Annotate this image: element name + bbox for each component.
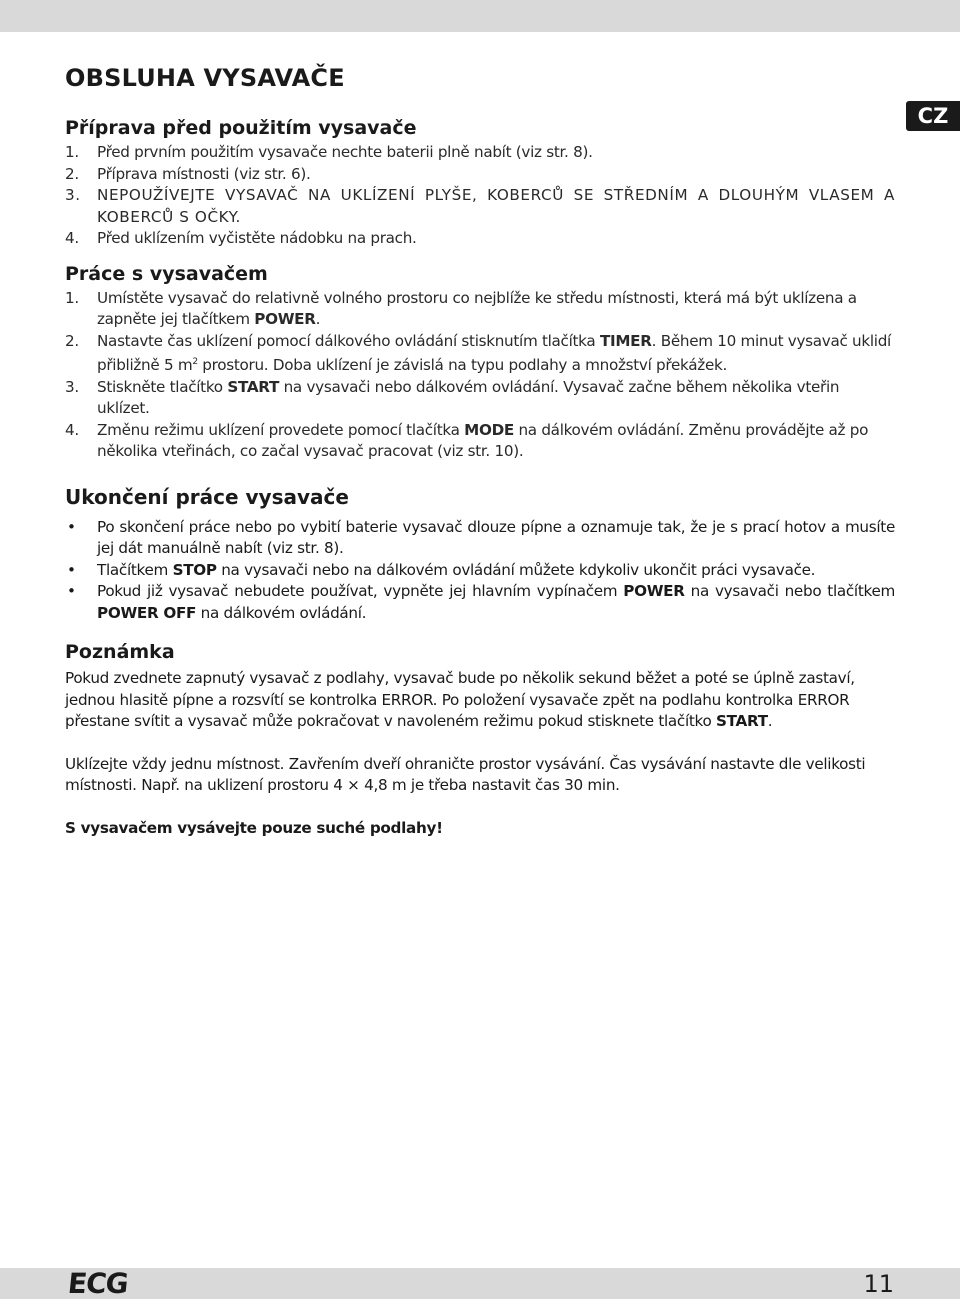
language-tab: CZ <box>906 101 960 131</box>
list-item <box>65 185 895 228</box>
button-name-power-off: POWER OFF <box>97 603 197 622</box>
list-item <box>65 142 895 164</box>
bullet-icon: • <box>67 517 76 536</box>
button-name-start: START <box>716 712 768 731</box>
item-text: Stiskněte tlačítko <box>97 377 228 396</box>
section-heading-finish: Ukončení práce vysavače <box>65 484 349 509</box>
button-name-mode: MODE <box>464 420 514 439</box>
button-name-power: POWER <box>623 582 685 601</box>
preparation-list <box>65 142 895 250</box>
button-name-stop: STOP <box>172 560 217 579</box>
item-text: Tlačítkem <box>97 560 173 579</box>
paragraph-text: Pokud zvednete zapnutý vysavač z podlahy, vysavač bude po několik sekund běžet a poté se úplně zastaví, jednou hlasitě pípne a rozsvítí se kontrolka ERROR. Po položení vysavače zpět na podlahu kontrolka ERROR přestane svítit a vysavač může pokračovat v navoleném režimu pokud stisknete tlačítko <box>65 669 855 731</box>
list-item <box>65 377 895 420</box>
bottom-bar <box>0 1268 960 1299</box>
item-number: 2. <box>65 164 79 183</box>
paragraph-text: . <box>767 712 773 731</box>
item-text: Nastavte čas uklízení pomocí dálkového ovládání stisknutím tlačítka <box>97 331 600 350</box>
page-content <box>65 60 895 839</box>
section-heading-preparation: Příprava před použitím vysavače <box>65 117 417 139</box>
page-number: 11 <box>863 1270 894 1298</box>
item-text: prostoru. Doba uklízení je závislá na typu podlahy a množství překážek. <box>197 356 728 375</box>
button-name-timer: TIMER <box>599 331 652 350</box>
working-list <box>65 288 895 463</box>
item-text: NEPOUŽÍVEJTE VYSAVAČ NA UKLÍZENÍ PLYŠE, KOBERCŮ SE STŘEDNÍM A DLOUHÝM VLASEM A KOBERCŮ S OČKY. <box>97 186 895 226</box>
item-text: Umístěte vysavač do relativně volného prostoru co nejblíže ke středu místnosti, která má být uklízena a zapněte jej tlačítkem <box>97 288 857 328</box>
item-number: 1. <box>65 143 79 161</box>
list-item <box>65 581 895 624</box>
item-text: . Během 10 minut vysavač uklidí přibližně 5 m <box>97 331 891 375</box>
top-bar <box>0 0 960 32</box>
list-item <box>65 228 895 250</box>
bullet-icon: • <box>67 560 76 579</box>
item-text: na vysavači nebo dálkovém ovládání. Vysavač začne během několika vteřin uklízet. <box>97 377 840 418</box>
item-text: Před uklízením vyčistěte nádobku na prach. <box>97 229 417 247</box>
item-text: Příprava místnosti (viz str. 6). <box>97 164 311 183</box>
item-text: Po skončení práce nebo po vybití baterie vysavač dlouze pípne a oznamuje tak, že je s prací hotov a musíte jej dát manuálně nabít (viz str. 8). <box>97 517 895 558</box>
note-paragraph <box>65 668 895 733</box>
item-text: Před prvním použitím vysavače nechte baterii plně nabít (viz str. 8). <box>97 143 593 161</box>
item-text: Pokud již vysavač nebudete používat, vypněte jej hlavním vypínačem <box>97 582 624 601</box>
section-heading-working: Práce s vysavačem <box>65 262 268 285</box>
item-text: Změnu režimu uklízení provedete pomocí tlačítka <box>97 420 465 439</box>
list-item <box>65 420 895 463</box>
note-paragraph-2: Uklízejte vždy jednu místnost. Zavřením dveří ohraničte prostor vysávání. Čas vysávání nastavte dle velikosti místnosti. Např. na uklizení prostoru 4 × 4,8 m je třeba nastavit čas 30 min. <box>65 754 866 795</box>
item-number: 1. <box>65 288 79 307</box>
section-heading-note: Poznámka <box>65 641 175 664</box>
item-number: 4. <box>65 420 79 439</box>
button-name-power: POWER <box>254 310 316 328</box>
list-item <box>65 560 895 582</box>
list-item <box>65 288 895 331</box>
page-title: OBSLUHA VYSAVAČE <box>65 64 345 92</box>
brand-logo: ECG <box>66 1267 130 1300</box>
superscript: 2 <box>192 357 198 367</box>
final-warning: S vysavačem vysávejte pouze suché podlahy! <box>65 818 443 837</box>
item-number: 2. <box>65 331 79 350</box>
list-item <box>65 517 895 560</box>
item-number: 4. <box>65 229 79 247</box>
bullet-icon: • <box>67 582 76 601</box>
button-name-start: START <box>227 377 280 396</box>
item-text: na vysavači nebo na dálkovém ovládání můžete kdykoliv ukončit práci vysavače. <box>216 560 816 579</box>
item-number: 3. <box>65 186 81 204</box>
item-text: na dálkovém ovládání. Změnu provádějte až po několika vteřinách, co začal vysavač pracovat (viz str. 10). <box>97 420 869 461</box>
item-text: na vysavači nebo tlačítkem <box>684 582 895 601</box>
list-item <box>65 331 895 377</box>
item-text: na dálkovém ovládání. <box>196 603 367 622</box>
item-number: 3. <box>65 377 79 396</box>
list-item <box>65 164 895 186</box>
finish-list <box>65 517 895 625</box>
item-text: . <box>315 310 321 328</box>
